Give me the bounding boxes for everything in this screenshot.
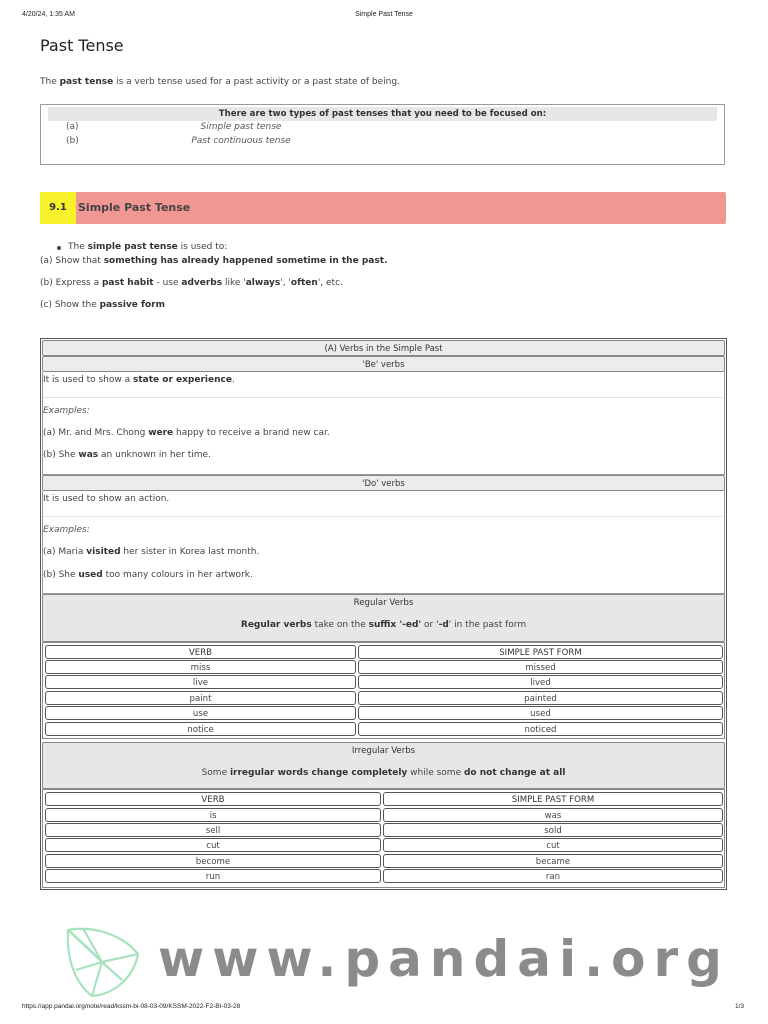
past-form-cell: missed [358,660,723,674]
irregular-verbs-table [42,789,725,888]
use-line-b: (b) Express a past habit - use adverbs like 'always', 'often', etc. [40,278,343,288]
past-form-cell: ran [383,869,723,883]
section-number: 9.1 [40,192,76,224]
regular-verbs-table [42,642,725,739]
verb-cell: is [45,808,381,822]
be-example-a: (a) Mr. and Mrs. Chong were happy to receive a brand new car. [43,428,330,438]
bullet-dot [57,246,61,250]
past-form-cell: became [383,854,723,868]
print-url: https://app.pandai.org/note/read/kssm-bi-08-03-09/KSSM-2022-F2-BI-03-28 [22,1003,241,1010]
irregular-verbs-header [42,742,725,789]
past-form-cell: sold [383,823,723,837]
page-number: 1/3 [734,1003,744,1010]
separator [43,516,723,517]
past-form-cell: lived [358,675,723,689]
be-verbs-description: It is used to show a state or experience. [43,375,235,385]
section-banner [40,192,726,224]
irregular-verbs-note: Some irregular words change completely while some do not change at all [201,768,566,778]
verb-cell: sell [45,823,381,837]
print-title: Simple Past Tense [355,11,413,18]
verbs-box [40,338,727,890]
past-form-cell: painted [358,691,723,705]
do-verbs-heading: 'Do' verbs [42,475,725,491]
use-line-a: (a) Show that something has already happened sometime in the past. [40,256,388,266]
watermark-text: www.pandai.org [158,930,730,988]
do-example-b: (b) She used too many colours in her artwork. [43,570,253,580]
verb-cell: use [45,706,356,720]
regular-verbs-heading: Regular Verbs [353,598,414,608]
table-header-past: SIMPLE PAST FORM [358,645,723,659]
print-footer [0,1003,768,1015]
do-examples-label: Examples: [43,525,90,535]
tense-types-box: There are two types of past tenses that you need to be focused on: (a) Simple past tense (b) Past continuous tense [40,104,725,165]
verb-cell: paint [45,691,356,705]
bullet-item: The simple past tense is used to: [68,242,227,252]
section-title: Simple Past Tense [78,201,191,214]
print-date: 4/20/24, 1:35 AM [22,11,75,18]
intro-paragraph: The past tense is a verb tense used for a past activity or a past state of being. [40,77,400,87]
pandai-logo-icon [62,924,142,1000]
be-examples-label: Examples: [43,406,90,416]
past-form-cell: used [358,706,723,720]
print-header [0,11,768,23]
separator [43,397,723,398]
past-form-cell: cut [383,838,723,852]
tense-types-heading: There are two types of past tenses that you need to be focused on: [48,107,717,121]
verb-cell: run [45,869,381,883]
page-title: Past Tense [40,36,124,55]
table-header-verb: VERB [45,792,381,806]
verb-cell: become [45,854,381,868]
verb-cell: miss [45,660,356,674]
verb-cell: notice [45,722,356,736]
be-verbs-heading: 'Be' verbs [42,356,725,372]
use-line-c: (c) Show the passive form [40,300,165,310]
verb-cell: cut [45,838,381,852]
do-example-a: (a) Maria visited her sister in Korea last month. [43,547,260,557]
table-header-verb: VERB [45,645,356,659]
past-form-cell: was [383,808,723,822]
regular-verbs-note: Regular verbs take on the suffix '-ed' or '-d' in the past form [240,620,527,630]
past-form-cell: noticed [358,722,723,736]
regular-verbs-header [42,594,725,642]
irregular-verbs-heading: Irregular Verbs [351,746,416,756]
do-verbs-description: It is used to show an action. [43,494,170,504]
table-header-past: SIMPLE PAST FORM [383,792,723,806]
verb-cell: live [45,675,356,689]
verbs-heading: (A) Verbs in the Simple Past [42,340,725,356]
be-example-b: (b) She was an unknown in her time. [43,450,211,460]
